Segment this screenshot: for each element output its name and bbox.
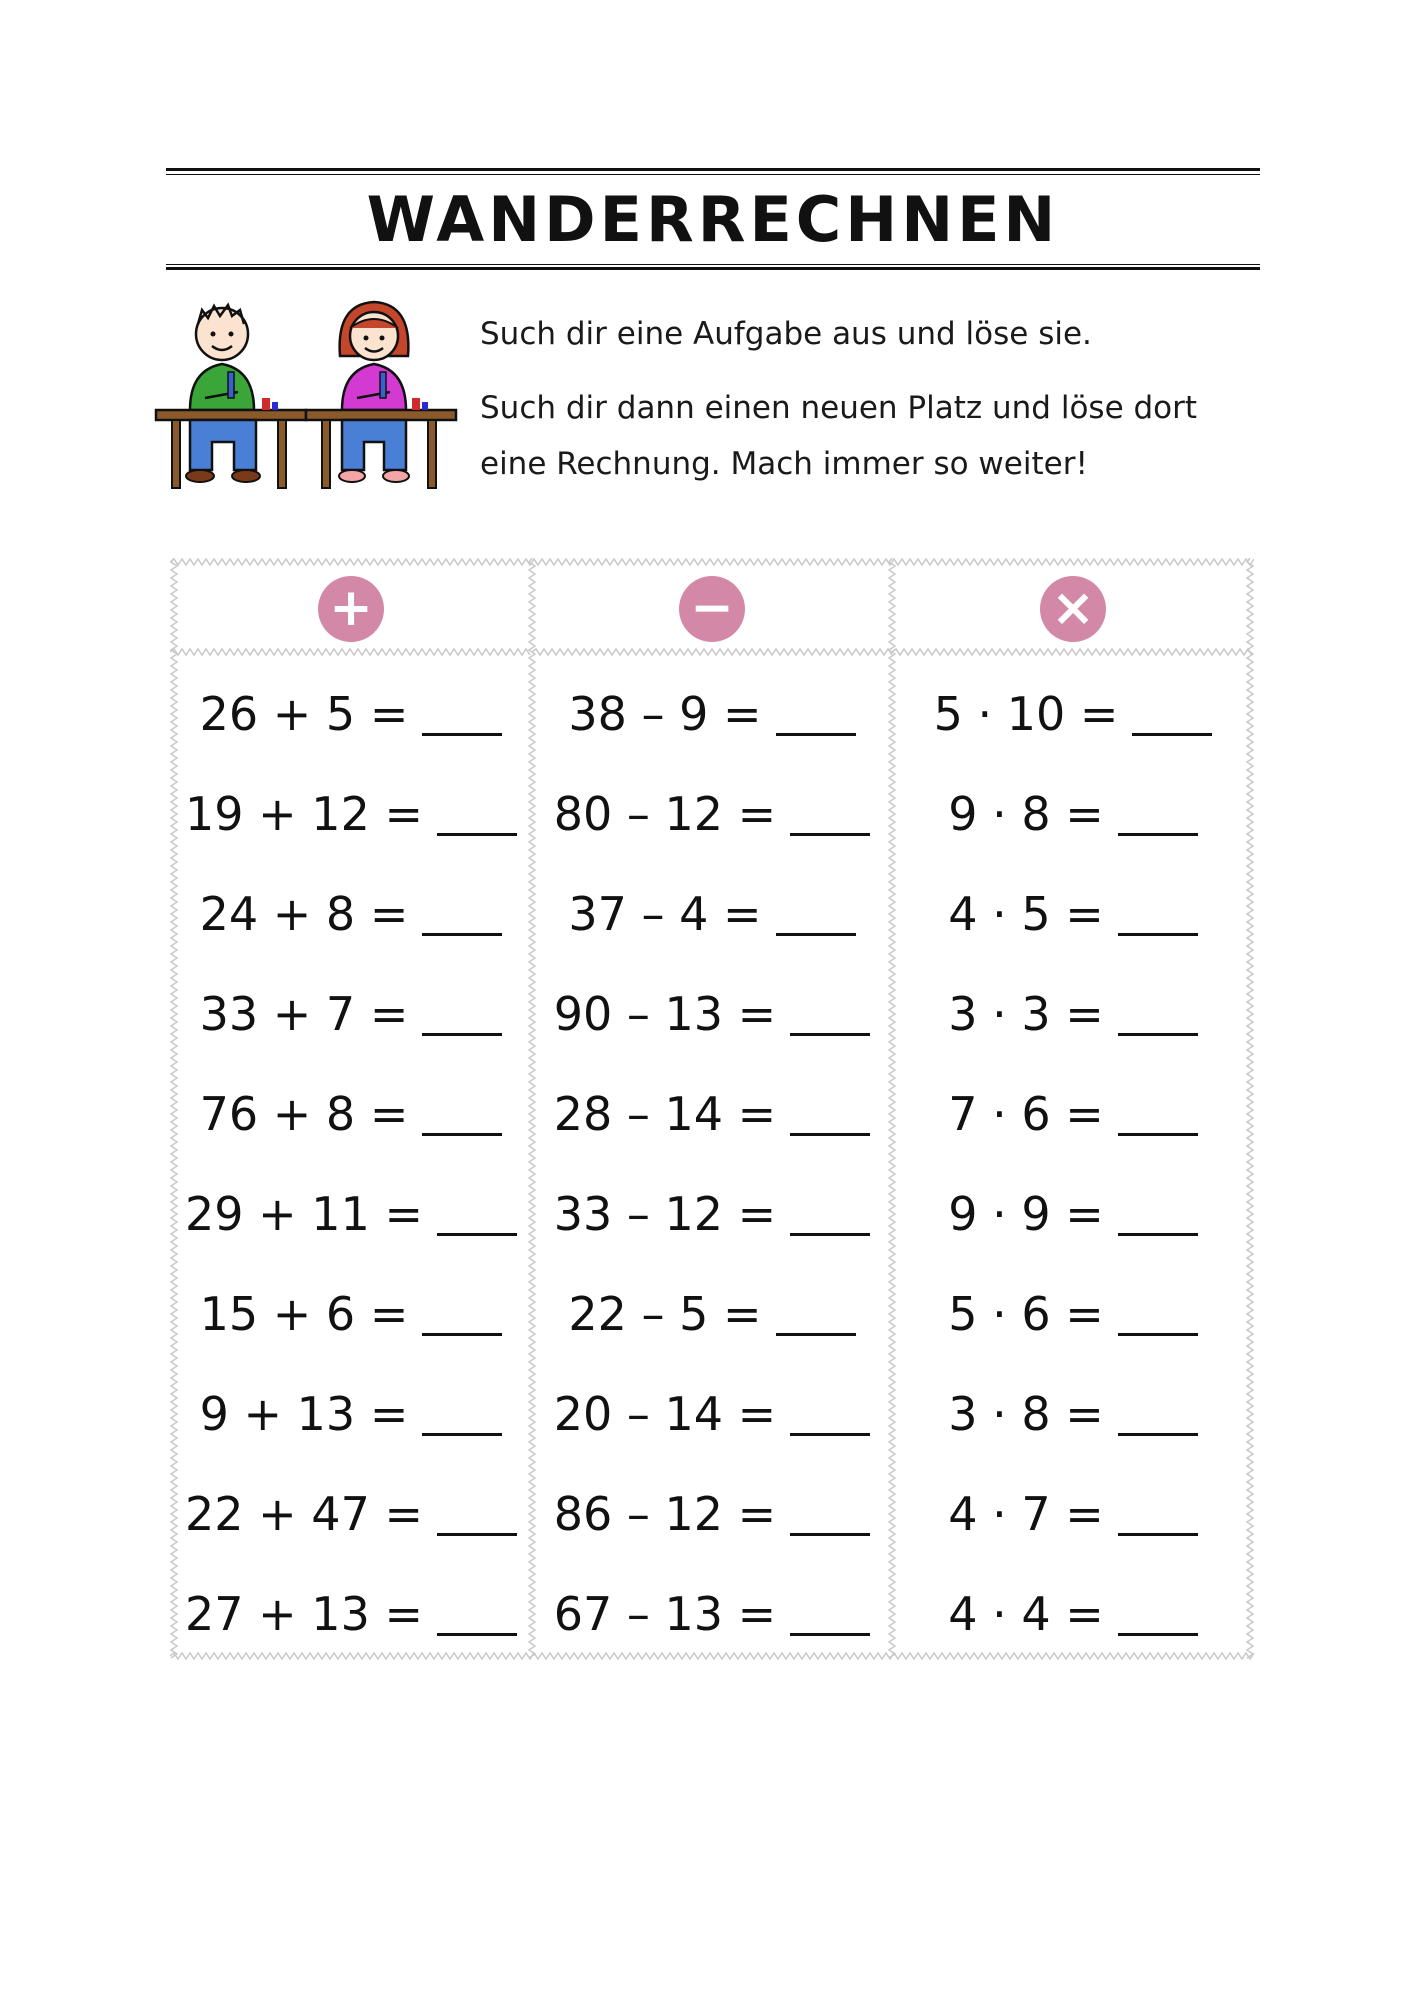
- boy-figure: [190, 305, 254, 410]
- task-row: [532, 1584, 892, 1644]
- answer-blank[interactable]: [790, 1187, 870, 1236]
- answer-blank[interactable]: [790, 787, 870, 836]
- answer-blank[interactable]: [1118, 1487, 1198, 1536]
- task-text: 33 – 12 =: [553, 1187, 777, 1241]
- task-row: [892, 1184, 1254, 1244]
- task-text: 5 · 6 =: [948, 1287, 1104, 1341]
- answer-blank[interactable]: [1118, 1087, 1198, 1136]
- girl-desk: [306, 398, 456, 488]
- task-text: 37 – 4 =: [568, 887, 762, 941]
- instructions: [480, 306, 1270, 510]
- answer-blank[interactable]: [437, 787, 517, 836]
- task-row: [170, 1384, 532, 1444]
- task-text: 26 + 5 =: [199, 687, 409, 741]
- addition-column: [170, 558, 532, 1660]
- answer-blank[interactable]: [790, 1387, 870, 1436]
- answer-blank[interactable]: [437, 1487, 517, 1536]
- answer-blank[interactable]: [422, 1287, 502, 1336]
- subtraction-column: [532, 558, 892, 1660]
- task-row: [170, 1484, 532, 1544]
- task-row: [170, 1584, 532, 1644]
- answer-blank[interactable]: [776, 687, 856, 736]
- minus-icon: −: [679, 576, 745, 642]
- task-text: 3 · 8 =: [948, 1387, 1104, 1441]
- task-text: 7 · 6 =: [948, 1087, 1104, 1141]
- task-text: 3 · 3 =: [948, 987, 1104, 1041]
- task-row: [170, 1284, 532, 1344]
- page-title: WANDERRECHNEN: [366, 183, 1060, 256]
- task-text: 24 + 8 =: [199, 887, 409, 941]
- task-row: [532, 1284, 892, 1344]
- task-text: 76 + 8 =: [199, 1087, 409, 1141]
- task-row: [892, 1284, 1254, 1344]
- task-row: [170, 784, 532, 844]
- task-row: [170, 684, 532, 744]
- title-rule-bottom-1: [166, 264, 1260, 265]
- answer-blank[interactable]: [1118, 1287, 1198, 1336]
- answer-blank[interactable]: [776, 1287, 856, 1336]
- times-icon: ×: [1040, 576, 1106, 642]
- girl-figure: [340, 302, 409, 410]
- task-text: 22 + 47 =: [184, 1487, 424, 1541]
- task-row: [170, 1084, 532, 1144]
- answer-blank[interactable]: [422, 1087, 502, 1136]
- task-row: [892, 884, 1254, 944]
- answer-blank[interactable]: [790, 987, 870, 1036]
- answer-blank[interactable]: [437, 1187, 517, 1236]
- instruction-line-1: Such dir eine Aufgabe aus und löse sie.: [480, 316, 1092, 352]
- task-text: 29 + 11 =: [184, 1187, 424, 1241]
- answer-blank[interactable]: [1118, 1387, 1198, 1436]
- task-row: [892, 684, 1254, 744]
- answer-blank[interactable]: [776, 887, 856, 936]
- task-row: [170, 984, 532, 1044]
- title-rule-bottom-2: [166, 267, 1260, 270]
- task-row: [532, 884, 892, 944]
- plus-icon: +: [318, 576, 384, 642]
- task-row: [532, 1184, 892, 1244]
- children-at-desks-illustration: [150, 292, 460, 502]
- boy-desk: [156, 398, 306, 488]
- task-text: 9 · 9 =: [948, 1187, 1104, 1241]
- answer-blank[interactable]: [437, 1587, 517, 1636]
- answer-blank[interactable]: [1132, 687, 1212, 736]
- answer-blank[interactable]: [422, 987, 502, 1036]
- task-row: [532, 984, 892, 1044]
- worksheet-grid: [170, 558, 1254, 1660]
- task-text: 38 – 9 =: [568, 687, 762, 741]
- task-text: 90 – 13 =: [553, 987, 777, 1041]
- answer-blank[interactable]: [790, 1587, 870, 1636]
- task-text: 22 – 5 =: [568, 1287, 762, 1341]
- task-text: 20 – 14 =: [553, 1387, 777, 1441]
- answer-blank[interactable]: [1118, 1187, 1198, 1236]
- multiplication-column: [892, 558, 1254, 1660]
- task-text: 86 – 12 =: [553, 1487, 777, 1541]
- task-text: 27 + 13 =: [184, 1587, 424, 1641]
- task-row: [892, 784, 1254, 844]
- task-text: 4 · 7 =: [948, 1487, 1104, 1541]
- task-text: 9 · 8 =: [948, 787, 1104, 841]
- answer-blank[interactable]: [422, 887, 502, 936]
- instruction-line-2: Such dir dann einen neuen Platz und löse dort eine Rechnung. Mach immer so weiter!: [480, 390, 1198, 482]
- task-row: [532, 684, 892, 744]
- task-row: [170, 1184, 532, 1244]
- title-rule-top-2: [166, 174, 1260, 175]
- task-text: 33 + 7 =: [199, 987, 409, 1041]
- answer-blank[interactable]: [1118, 787, 1198, 836]
- task-text: 80 – 12 =: [553, 787, 777, 841]
- task-text: 67 – 13 =: [553, 1587, 777, 1641]
- task-row: [892, 1584, 1254, 1644]
- answer-blank[interactable]: [422, 1387, 502, 1436]
- answer-blank[interactable]: [1118, 1587, 1198, 1636]
- task-row: [892, 1384, 1254, 1444]
- answer-blank[interactable]: [1118, 887, 1198, 936]
- task-row: [892, 1084, 1254, 1144]
- answer-blank[interactable]: [790, 1087, 870, 1136]
- task-text: 19 + 12 =: [184, 787, 424, 841]
- task-row: [532, 784, 892, 844]
- task-text: 5 · 10 =: [933, 687, 1119, 741]
- task-text: 15 + 6 =: [199, 1287, 409, 1341]
- task-text: 28 – 14 =: [553, 1087, 777, 1141]
- task-row: [532, 1084, 892, 1144]
- answer-blank[interactable]: [1118, 987, 1198, 1036]
- task-row: [170, 884, 532, 944]
- answer-blank[interactable]: [790, 1487, 870, 1536]
- task-text: 4 · 4 =: [948, 1587, 1104, 1641]
- task-row: [892, 1484, 1254, 1544]
- task-row: [532, 1484, 892, 1544]
- title-rule-top-1: [166, 168, 1260, 171]
- answer-blank[interactable]: [422, 687, 502, 736]
- task-row: [892, 984, 1254, 1044]
- task-row: [532, 1384, 892, 1444]
- task-text: 9 + 13 =: [199, 1387, 409, 1441]
- task-text: 4 · 5 =: [948, 887, 1104, 941]
